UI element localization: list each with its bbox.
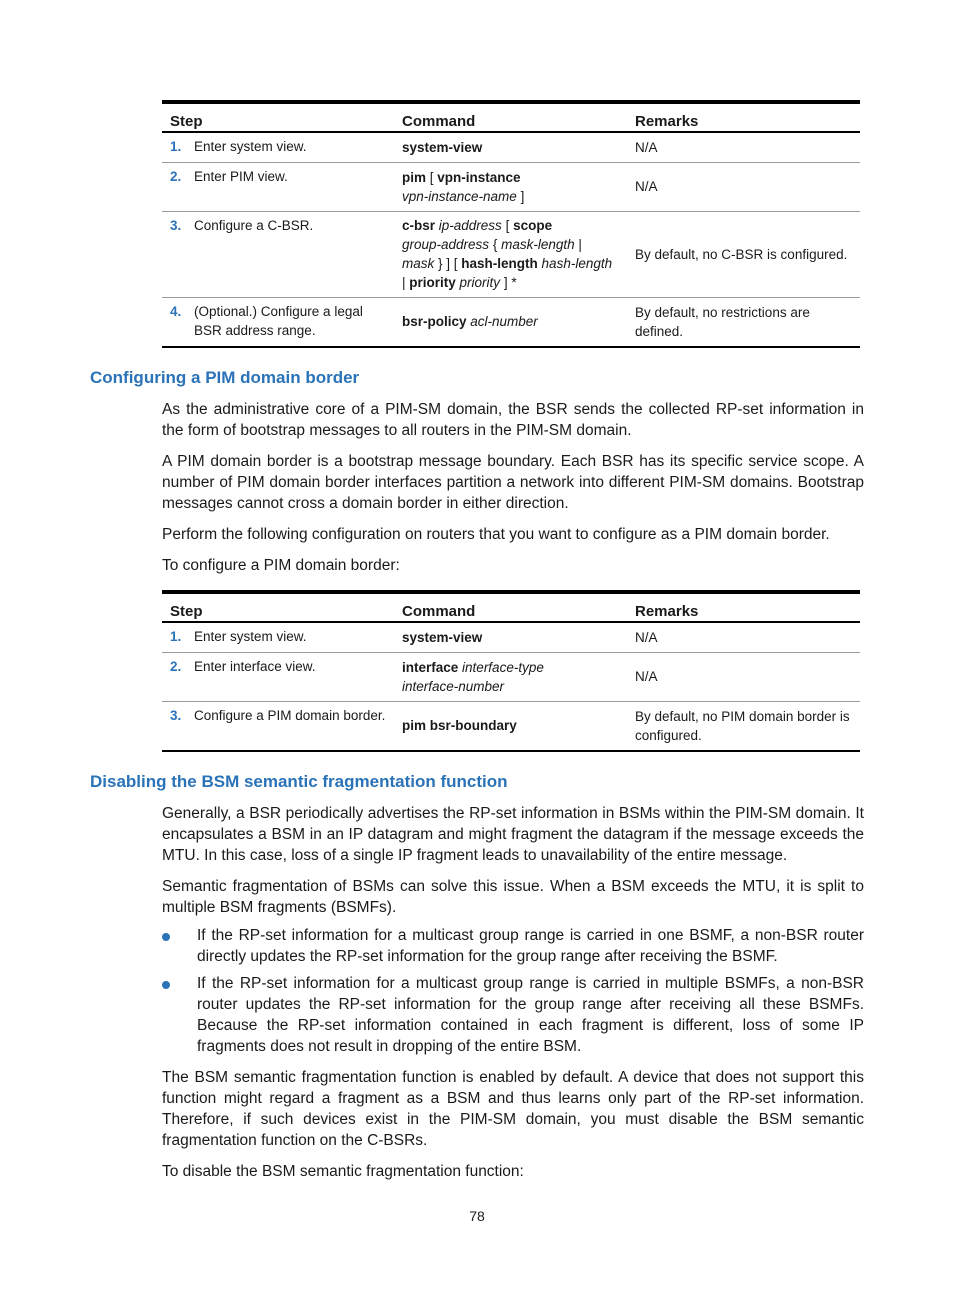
command-cell — [394, 622, 627, 652]
command-syntax: ] — [516, 188, 525, 204]
step-number: 1. — [162, 622, 194, 652]
command-argument: priority — [459, 275, 501, 290]
step-number: 2. — [162, 652, 194, 701]
command-argument: acl-number — [470, 314, 538, 330]
step-number: 4. — [162, 297, 194, 347]
command-keyword: scope — [513, 218, 553, 233]
step-description: (Optional.) Configure a legal BSR address range. — [194, 297, 394, 347]
command-keyword: interface — [402, 659, 459, 675]
table-row — [162, 162, 860, 211]
command-argument: vpn-instance-name — [402, 188, 517, 204]
command-keyword: bsr-policy — [402, 314, 467, 330]
table-row — [162, 652, 860, 701]
command-syntax: [ — [501, 218, 514, 233]
remarks-cell: N/A — [627, 652, 860, 701]
step-description: Enter system view. — [194, 132, 394, 162]
bullet-item: If the RP-set information for a multicast group range is carried in multiple BSMFs, a non-BSR router updates the RP-set information for the group range after receiving all these BSMFs. Because the RP-set information contained in each fragment is different, loss of some IP fragments does not result in dropping of the entire BSM. — [197, 975, 864, 1055]
header-command: Command — [402, 113, 476, 130]
table-row — [162, 211, 860, 297]
command-syntax: [ — [426, 169, 438, 185]
table-header-row — [162, 592, 860, 622]
command-keyword: system-view — [402, 629, 483, 645]
paragraph: Semantic fragmentation of BSMs can solve this issue. When a BSM exceeds the MTU, it is split to multiple BSM fragments (BSMFs). — [162, 878, 864, 916]
command-keyword: system-view — [402, 139, 483, 155]
bullet-icon — [162, 981, 170, 989]
table-row — [162, 132, 860, 162]
command-syntax: } ] [ — [434, 256, 462, 271]
paragraph: The BSM semantic fragmentation function is enabled by default. A device that does not support this function might regard a fragment as a BSM and thus learns only part of the RP-set information. Therefore, if such devices exist in the PIM-SM domain, you must disable the BSM semantic fragmentation function on the C-BSRs. — [162, 1069, 864, 1149]
command-syntax: | — [574, 237, 582, 252]
command-keyword: c-bsr — [402, 218, 436, 233]
command-argument: hash-length — [541, 256, 613, 271]
step-number: 1. — [162, 132, 194, 162]
command-syntax: ] * — [500, 275, 517, 290]
header-command: Command — [402, 603, 476, 620]
command-cell — [394, 132, 627, 162]
paragraph: Generally, a BSR periodically advertises the RP-set information in BSMs within the PIM-SM domain. It encapsulates a BSM in an IP datagram and might fragment the datagram if the message exceeds the MTU. In this case, loss of a single IP fragment leads to unavailability of the entire message. — [162, 805, 864, 864]
page-number: 78 — [469, 1208, 485, 1224]
remarks-cell: N/A — [627, 622, 860, 652]
header-step: Step — [170, 603, 203, 620]
step-description: Enter PIM view. — [194, 162, 394, 211]
step-number: 3. — [162, 211, 194, 297]
remarks-cell: N/A — [627, 162, 860, 211]
section-heading-bsm-fragmentation: Disabling the BSM semantic fragmentation function — [90, 772, 508, 791]
table-row — [162, 701, 860, 751]
section-heading-domain-border: Configuring a PIM domain border — [90, 368, 360, 387]
command-cell — [394, 652, 627, 701]
command-cell — [394, 701, 627, 751]
remarks-cell: By default, no C-BSR is configured. — [627, 211, 860, 297]
config-table-cbsr — [162, 100, 860, 348]
command-keyword: pim bsr-boundary — [402, 718, 517, 734]
command-argument: mask — [402, 256, 435, 271]
header-remarks: Remarks — [635, 113, 699, 130]
command-keyword: hash-length — [461, 256, 538, 271]
header-step: Step — [170, 113, 203, 130]
paragraph: As the administrative core of a PIM-SM domain, the BSR sends the collected RP-set information in the form of bootstrap messages to all routers in the PIM-SM domain. — [162, 401, 864, 439]
table-row — [162, 622, 860, 652]
command-argument: mask-length — [501, 237, 575, 252]
paragraph: To configure a PIM domain border: — [162, 557, 400, 574]
config-table-domain-border — [162, 590, 860, 752]
remarks-cell: N/A — [627, 132, 860, 162]
command-keyword: pim — [402, 169, 427, 185]
paragraph: A PIM domain border is a bootstrap message boundary. Each BSR has its specific service scope. A number of PIM domain border interfaces partition a network into different PIM-SM domains. Bootstrap messages cannot cross a domain border in either direction. — [162, 453, 864, 512]
header-remarks: Remarks — [635, 603, 699, 620]
step-description: Enter interface view. — [194, 652, 394, 701]
paragraph: To disable the BSM semantic fragmentation function: — [162, 1163, 524, 1180]
table-header-row — [162, 102, 860, 132]
remarks-cell: By default, no restrictions are defined. — [627, 297, 860, 347]
command-argument: group-address — [402, 237, 490, 252]
command-argument: ip-address — [438, 218, 502, 233]
command-keyword: priority — [409, 275, 456, 290]
command-syntax: | — [402, 275, 410, 290]
step-description: Enter system view. — [194, 622, 394, 652]
step-description: Configure a C-BSR. — [194, 211, 394, 297]
command-cell — [394, 211, 627, 297]
command-cell — [394, 162, 627, 211]
paragraph: Perform the following configuration on routers that you want to configure as a PIM domain border. — [162, 526, 830, 543]
command-syntax: { — [489, 237, 502, 252]
command-keyword: vpn-instance — [437, 169, 521, 185]
command-argument: interface-type — [462, 659, 544, 675]
table-row — [162, 297, 860, 347]
bullet-icon — [162, 933, 170, 941]
command-cell — [394, 297, 627, 347]
command-argument: interface-number — [402, 678, 505, 694]
step-description: Configure a PIM domain border. — [194, 701, 394, 751]
remarks-cell: By default, no PIM domain border is configured. — [627, 701, 860, 751]
step-number: 3. — [162, 701, 194, 751]
step-number: 2. — [162, 162, 194, 211]
bullet-item: If the RP-set information for a multicast group range is carried in one BSMF, a non-BSR router directly updates the RP-set information for the group range after receiving the BSMF. — [197, 927, 864, 965]
